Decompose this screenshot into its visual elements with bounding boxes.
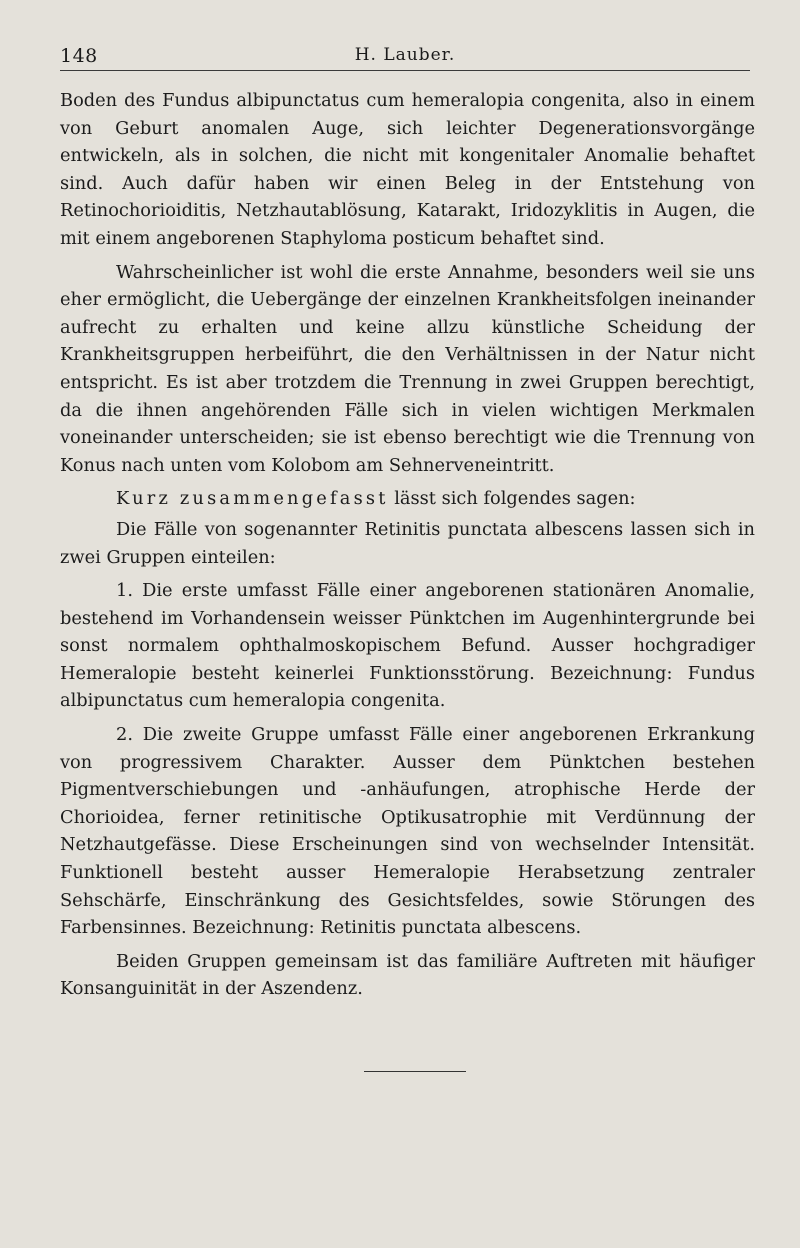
running-head: H. Lauber. [354, 45, 456, 65]
page-number: 148 [60, 45, 98, 67]
list-item-2: 2. Die zweite Gruppe umfasst Fälle einer angeborenen Erkrankung von progressivem Charakter. Ausser dem Pünktchen bestehen Pigmentverschiebungen und -anhäufungen, atrophische Herde der Chorioidea, ferner retinitische Optikusatrophie mit Verdünnung der Netzhautgefässe. Diese Erscheinungen sind von wechselnder Intensität. Funktionell besteht ausser Hemeralopie Herabsetzung zentraler Sehschärfe, Einschränkung des Gesichtsfeldes, sowie Störungen des Farbensinnes. Bezeichnung: Retinitis punctata albescens. [60, 724, 755, 939]
paragraph-2: Wahrscheinlicher ist wohl die erste Annahme, besonders weil sie uns eher ermöglicht, die Uebergänge der einzelnen Krankheitsfolgen ineinander aufrecht zu erhalten und keine allzu künstliche Scheidung der Krankheitsgruppen herbeiführt, die den Verhältnissen in der Natur nicht entspricht. Es ist aber trotzdem die Trennung in zwei Gruppen berechtigt, da die ihnen angehörenden Fälle sich in vielen wichtigen Merkmalen voneinander unterscheiden; sie ist ebenso berechtigt wie die Trennung von Konus nach unten vom Kolobom am Sehnerveneintritt. [60, 261, 755, 476]
paragraph-4: Die Fälle von sogenannter Retinitis punctata albescens lassen sich in zwei Gruppen einteilen: [60, 518, 755, 568]
paragraph-summary: Beiden Gruppen gemeinsam ist das familiäre Auftreten mit häufiger Konsanguinität in der Aszendenz. [60, 950, 755, 1000]
paragraph-3 [60, 485, 755, 513]
header-rule [60, 70, 750, 71]
section-end-rule [364, 1071, 466, 1072]
page-header [60, 40, 750, 70]
list-item-1: 1. Die erste umfasst Fälle einer angeborenen stationären Anomalie, bestehend im Vorhandensein weisser Pünktchen im Augenhintergrunde bei sonst normalem ophthalmoskopischem Befund. Ausser hochgradiger Hemeralopie besteht keinerlei Funktionsstörung. Bezeichnung: Fundus albipunctatus cum hemeralopia congenita. [60, 580, 755, 712]
paragraph-1: Boden des Fundus albipunctatus cum hemeralopia congenita, also in einem von Geburt anomalen Auge, sich leichter Degenerationsvorgänge entwickeln, als in solchen, die nicht mit kongenitaler Anomalie behaftet sind. Auch dafür haben wir einen Beleg in der Entstehung von Retinochorioiditis, Netzhautablösung, Katarakt, Iridozyklitis in Augen, die mit einem angeborenen Staphyloma posticum behaftet sind. [60, 90, 755, 249]
emphasized-phrase: Kurz zusammengefasst [116, 488, 389, 510]
body-text [60, 87, 755, 1003]
paragraph-3-rest: lässt sich folgendes sagen: [388, 488, 636, 510]
